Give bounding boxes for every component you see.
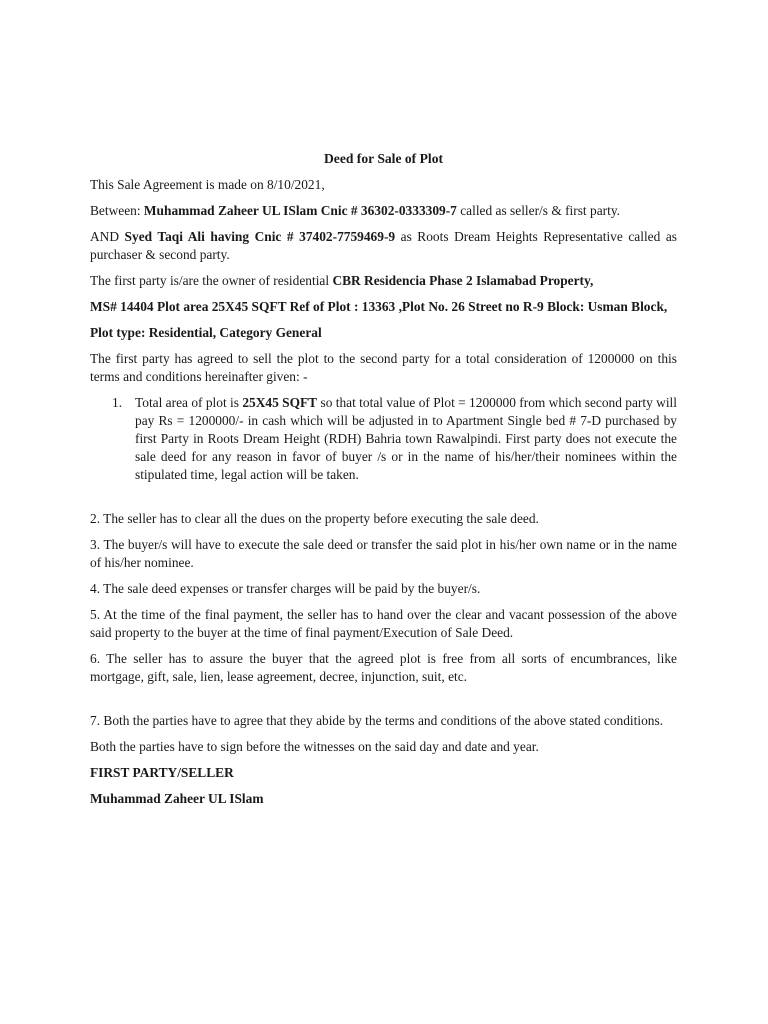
property-name: CBR Residencia Phase 2 Islamabad Property, <box>332 273 594 288</box>
ownership-paragraph <box>90 272 677 290</box>
clause-1-area: 25X45 SQFT <box>242 395 318 410</box>
plot-details-text: MS# 14404 Plot area 25X45 SQFT Ref of Plot : 13363 ,Plot No. 26 Street no R-9 Block: Usman Block, <box>90 299 668 314</box>
intro-paragraph: This Sale Agreement is made on 8/10/2021, <box>90 177 325 192</box>
and-suffix: as Roots Dream Heights Representative called as purchaser & second party. <box>90 229 677 262</box>
between-paragraph <box>90 202 677 220</box>
between-suffix: called as seller/s & first party. <box>456 203 620 218</box>
clause-1-number: 1. <box>112 395 123 410</box>
signing-paragraph: Both the parties have to sign before the witnesses on the said day and date and year. <box>90 739 539 754</box>
spacer <box>90 694 677 712</box>
between-prefix: Between: <box>90 203 144 218</box>
clause-list <box>90 394 677 484</box>
clause-4: 4. The sale deed expenses or transfer charges will be paid by the buyer/s. <box>90 581 481 596</box>
clause-6: 6. The seller has to assure the buyer that the agreed plot is free from all sorts of encumbrances, like mortgage, gift, sale, lien, lease agreement, decree, injunction, suit, etc. <box>90 651 677 684</box>
document-title: Deed for Sale of Plot <box>323 151 444 166</box>
plot-details <box>90 298 677 316</box>
and-party-paragraph <box>90 228 677 264</box>
and-prefix: AND <box>90 229 125 244</box>
plot-type-text: Plot type: Residential, Category General <box>90 325 322 340</box>
purchaser-name-cnic: Syed Taqi Ali having Cnic # 37402-7759469-9 <box>124 229 396 244</box>
spacer <box>90 492 677 510</box>
first-party-name: Muhammad Zaheer UL ISlam <box>90 791 264 806</box>
clause-5: 5. At the time of the final payment, the seller has to hand over the clear and vacant possession of the above said property to the buyer at the time of final payment/Execution of Sale Deed. <box>90 607 677 640</box>
clause-1-suffix: so that total value of Plot = 1200000 from which second party will pay Rs = 1200000/- in cash which will be adjusted in to Apartment Single bed # 7-D purchased by first Party in Roots Dream Height (RDH) Bahria town Rawalpindi. First party does not execute the sale deed for any reason in favor of buyer /s or in the name of his/her/their nominees within the stipulated time, legal action will be taken. <box>135 395 677 482</box>
clause-2: 2. The seller has to clear all the dues on the property before executing the sale deed. <box>90 511 539 526</box>
seller-name-cnic: Muhammad Zaheer UL ISlam Cnic # 36302-0333309-7 <box>143 203 457 218</box>
plot-type <box>90 324 677 342</box>
clause-3: 3. The buyer/s will have to execute the sale deed or transfer the said plot in his/her own name or in the name of his/her nominee. <box>90 537 677 570</box>
ownership-prefix: The first party is/are the owner of residential <box>90 273 333 288</box>
clause-1-prefix: Total area of plot is <box>135 395 243 410</box>
document-body <box>90 150 677 816</box>
clause-1 <box>90 394 677 484</box>
clause-7: 7. Both the parties have to agree that they abide by the terms and conditions of the above stated conditions. <box>90 713 664 728</box>
agreement-paragraph: The first party has agreed to sell the plot to the second party for a total consideration of 1200000 on this terms and conditions hereinafter given: - <box>90 351 677 384</box>
first-party-heading: FIRST PARTY/SELLER <box>90 765 234 780</box>
